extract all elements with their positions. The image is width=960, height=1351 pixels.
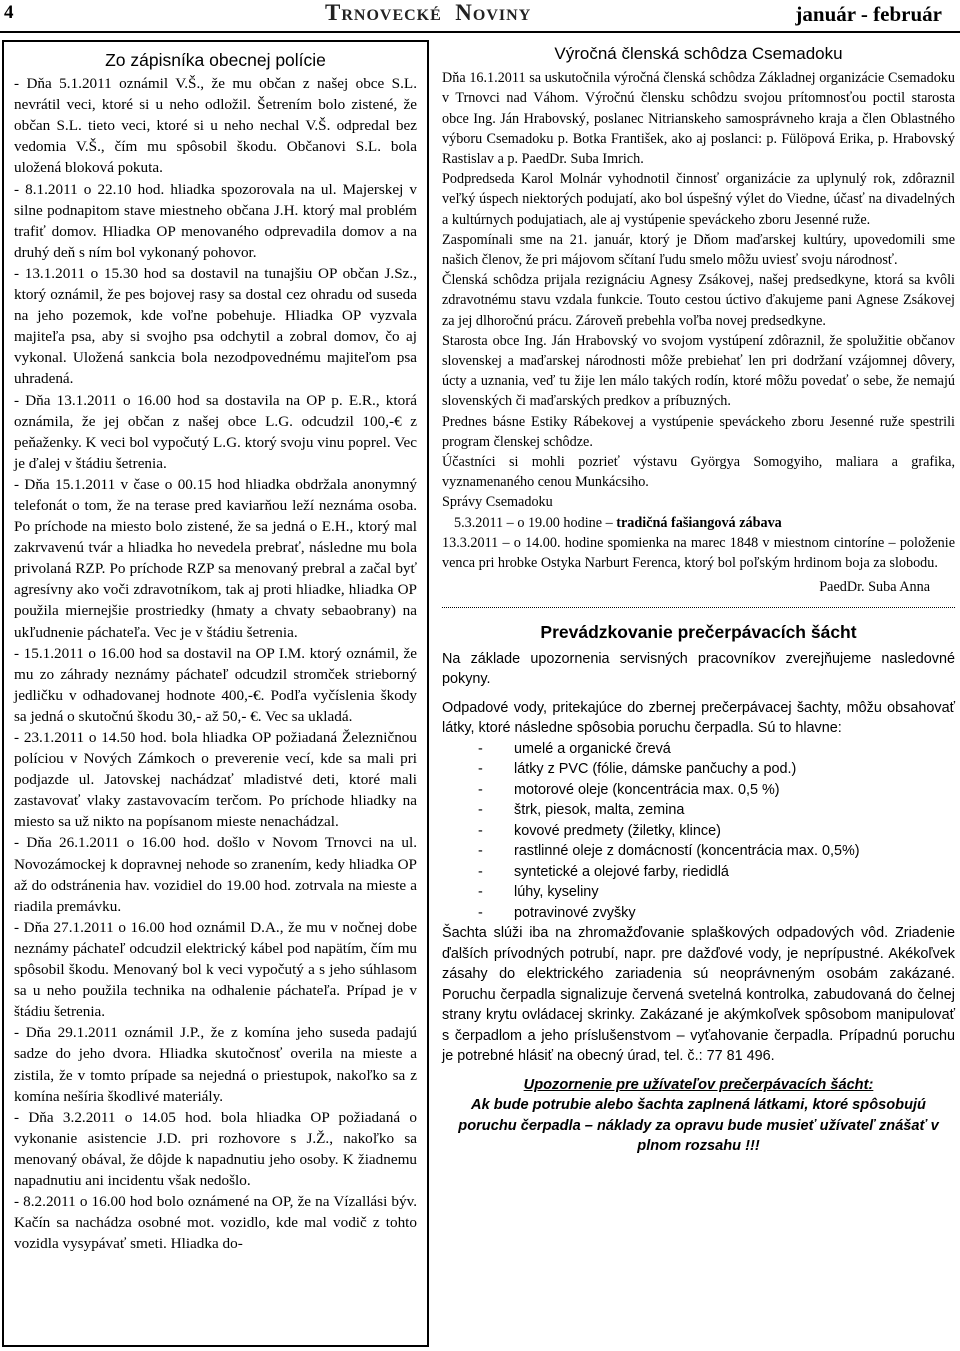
csemadok-paragraph: Prednes básne Estiky Rábekovej a vystúpenie speváckeho zboru Jesenné ruže spestrili program členskej schôdze. [442, 413, 955, 450]
pump-warning-text: Ak bude potrubie alebo šachta zaplnená látkami, ktoré spôsobujú poruchu čerpadla – náklady za opravu bude musieť užívateľ znášať v plnom rozsahu !!! [458, 1097, 939, 1155]
police-paragraph: - 8.2.2011 o 16.00 hod bolo oznámené na OP, že na Vízallási býv. Kačín sa nachádza osobné mot. vozidlo, kde mal vodič z tohto vozidla vysypávať smeti. Hliadka do- [14, 1193, 417, 1253]
pump-closing: Šachta slúži iba na zhromažďovanie splaškových odpadových vôd. Zriadenie ďalších prívodných potrubí, napr. pre dažďové vody, je neprípustné. Akékoľvek zásahy do elektrického zariadenia sú neoprávneným osobám zakázané. Poruchu čerpadla signalizuje červená svetelná kontrolka, zabudovaná do čelnej strany krytu ovládacej skrinky. Zakázané je akýmkoľvek spôsobom manipulovať s čerpadlom a jeho príslušenstvom – vyťahovanie čerpadla. Prípadnú poruchu je potrebné hlásiť na obecný úrad, tel. č.: 77 81 496. [442, 925, 955, 1065]
csemadok-event: 13.3.2011 – o 14.00. hodine spomienka na marec 1848 v miestnom cintoríne – položenie venca pri hrobke Ostyka Narburt Ferenca, ktorý bol poľským hrdinom boja za slobodu. [442, 534, 955, 572]
csemadok-news-heading: Správy Csemadoku [442, 494, 553, 511]
police-paragraph: - Dňa 5.1.2011 oznámil V.Š., že mu občan z našej obce S.L. nevrátil veci, ktoré si u neho odložil. Šetrením bolo zistené, že občan S.L. tieto veci, ktoré si u neho nechal V.Š. odpredal bez vedomia V.Š., čím mu spôsobil škodu. Občanovi S.L. bola uložená bloková pokuta. [14, 75, 417, 177]
pump-article [442, 622, 955, 1157]
list-item: - lúhy, kyseliny [478, 884, 599, 901]
list-item: - motorové oleje (koncentrácia max. 0,5 %) [478, 781, 780, 798]
list-item: - potravinové zvyšky [478, 904, 636, 921]
pump-warning-title: Upozornenie pre užívateľov prečerpávacích šácht: [523, 1076, 874, 1093]
police-paragraph: - Dňa 29.1.2011 oznámil J.P., že z komína jeho suseda padajú sadze do jeho dvora. Hliadka skutočnosť overila na mieste a zistila, že v tomto prípade sa nejedná o priestupok, nakoľko sa z komína nešíria škodlivé materiály. [14, 1024, 417, 1105]
police-paragraph: - Dňa 15.1.2011 v čase o 00.15 hod hliadka obdržala anonymný telefonát o tom, že na terase pred kaviarňou leží neznáma osoba. Po príchode na miesto bolo zistené, že sa jedná o E.H., ktorý mal zakrvavenú tvár a hliadka ho nevedela prebrať, následne mu bola privolaná RZP. Po príchode RZP sa menovaný prebral a začal byť agresívny ako voči zdravotníkom, tak aj proti hliadke, hliadka OP použila miernejšie prostriedky (hmaty a chvaty sebaobrany) na ukľudnenie páchateľa. Vec je v štádiu šetrenia. [14, 475, 417, 641]
csemadok-signature: PaedDr. Suba Anna [819, 579, 930, 596]
page-header [0, 0, 960, 34]
csemadok-article-title: Výročná členská schôdza Csemadoku [554, 44, 843, 63]
csemadok-paragraph: Zaspomínali sme na 21. január, ktorý je Dňom maďarskej kultúry, upovedomili sme našich členov, že pri májovom sčítaní ľudu smelo môžu uviesť svoju národnosť. [442, 231, 955, 269]
police-article-title: Zo zápisníka obecnej polície [105, 50, 326, 70]
police-paragraph: - Dňa 27.1.2011 o 16.00 hod oznámil D.A., že mu v nočnej dobe neznámy páchateľ odcudzil elektrický kábel pod napätím, čím mu spôsobil škodu. Menovaný bol k veci vypočutý a s jeho súhlasom sa u neho použila technika na odhalenie páchateľa. Prípad je v štádiu šetrenia. [14, 918, 417, 1021]
list-item: - látky z PVC (fólie, dámske pančuchy a pod.) [478, 761, 797, 778]
issue-label: január - február [795, 2, 942, 26]
csemadok-paragraph: Starosta obce Ing. Ján Hrabovský vo svojom vystúpení zdôraznil, že spolužitie občanov slovenskej a maďarskej národnosti môže prebiehať len pri dodržaní vzájomnej dôvery, úcty a uznania, veď tu žije len málo takých rodín, ktoré môžu povedať o sebe, že nemajú slovenských či maďarských predkov a príbuzných. [442, 332, 955, 410]
header-rule [0, 31, 960, 33]
dotted-separator [442, 607, 955, 608]
list-item: - rastlinné oleje z domácností (koncentrácia max. 0,5%) [478, 843, 860, 860]
list-item: - štrk, piesok, malta, zemina [478, 802, 685, 819]
list-item: - kovové predmety (žiletky, klince) [478, 822, 721, 839]
police-paragraph: - 23.1.2011 o 14.50 hod. bola hliadka OP požiadaná Železničnou políciou v Nových Zámkoch o preverenie vecí, kde sa mali pri podjazde ul. Jatovskej nachádzať mladistvé deti, ktoré mali zastavovať vlaky zastavovacím terčom. Po príchode hliadky na miesto sa už nikto na popísanom mieste nenachádzal. [14, 729, 417, 831]
police-paragraph: - Dňa 3.2.2011 o 14.05 hod. bola hliadka OP požiadaná o vykonanie asistencie J.D. pri rozhovore s J.Ž., nakoľko sa menovaný obával, že dôjde k napadnutiu jeho osoby. K žiadnemu napadnutiu ani incidentu však nedošlo. [14, 1108, 417, 1189]
police-paragraph: - Dňa 13.1.2011 o 16.00 hod sa dostavila na OP p. E.R., ktorá oznámila, že jej občan z našej obce L.G. odcudzil 100,-€ z peňaženky. K veci bol vypočutý L.G. ktorý svoju vinu poprel. Vec je ďalej v štádiu šetrenia. [14, 391, 417, 472]
pump-article-title: Prevádzkovanie prečerpávacích šácht [540, 622, 857, 643]
csemadok-event: 5.3.2011 – o 19.00 hodine – tradičná fašiangová zábava [454, 514, 782, 531]
list-item: - syntetické a olejové farby, riedidlá [478, 863, 729, 880]
pump-item-list [442, 739, 955, 924]
police-article-box [2, 40, 429, 1347]
pump-intro: Na základe upozornenia servisných pracovníkov zverejňujeme nasledovné pokyny. [442, 650, 955, 688]
pump-paragraph: Odpadové vody, pritekajúce do zbernej prečerpávacej šachty, môžu obsahovať látky, ktoré následne spôsobia poruchu čerpadla. Sú to hlavne: [442, 699, 955, 737]
police-paragraph: - 13.1.2011 o 15.30 hod sa dostavil na tunajšiu OP občan J.Sz., ktorý oznámil, že pes bojovej rasy sa dostal cez ohradu od suseda na jeho pozemok, kde voľne pobehuje. Hliadka OP vyzvala majiteľa psa, aby si svojho psa odchytil a zobral domov, čo aj vykonal. Uložená sankcia bola nezodpovednému majiteľom psa uhradená. [14, 264, 417, 388]
csemadok-paragraph: Členská schôdza prijala rezignáciu Agnesy Zsákovej, našej predsedkyne, ktorá sa kvôli zdravotnému stavu vzdala funkcie. Touto cestou úctivo ďakujeme pani Agnese Zsákovej za jej dlhoročnú prácu. Zároveň prebehla voľba novej predsedkyne. [442, 272, 955, 329]
police-paragraph: - 15.1.2011 o 16.00 hod sa dostavil na OP I.M. ktorý oznámil, že mu zo záhrady neznámy páchateľ odcudzil stromček strieborný jedličku v odhadovanej hodnote 400,-€. Podľa vyčíslenia škody sa jedná o skutočnú škodu 30,- až 50,- €. Vec sa ukladá. [14, 644, 417, 725]
csemadok-paragraph: Účastníci si mohli pozrieť výstavu Györgya Somogyiho, maliara a grafika, vyznamenaného cenou Munkácsiho. [442, 454, 955, 491]
list-item: - umelé a organické črevá [478, 740, 671, 757]
csemadok-article [442, 44, 955, 597]
police-paragraph: - Dňa 26.1.2011 o 16.00 hod. došlo v Novom Trnovci na ul. Novozámockej k dopravnej nehode so zranením, kedy hliadka OP až do odstránenia hav. vozidiel do 19.00 hod. zotrvala na mieste a riadila premávku. [14, 834, 417, 915]
newspaper-title: Trnovecké Noviny [325, 0, 532, 25]
police-paragraph: - 8.1.2011 o 22.10 hod. hliadka spozorovala na ul. Majerskej v silne podnapitom stave miestneho občana J.H. ktorý mal problém trafiť domov. Hliadka OP menovaného odprevadila domov a na druhý deň s ním bol vykonaný pohovor. [14, 180, 417, 261]
csemadok-paragraph: Podpredseda Karol Molnár vyhodnotil činnosť organizácie za uplynulý rok, zdôraznil veľký úspech niektorých podujatí, ako bol úspešný výlet do Viedne, účasť na divadelných a kultúrnych podujatiach, ale aj vystúpenie speváckeho zboru Jesenné ruže. [442, 171, 955, 228]
page-number: 4 [4, 2, 14, 23]
csemadok-paragraph: Dňa 16.1.2011 sa uskutočnila výročná členská schôdza Základnej organizácie Csemadoku v Trnovci nad Váhom. Výročnú člensku schôdzu svojou prítomnosťou poctil starosta obce Ing. Ján Hrabovský, poslanec Nitrianskeho samosprávneho kraja a člen Oblastného výboru Csemadoku p. Botka František, ako aj poslanci: p. Fülöpová Erika, p. Hrabovský Rastislav a p. PaedDr. Suba Imrich. [442, 70, 955, 168]
pump-warning [442, 1075, 955, 1157]
right-column [442, 44, 955, 1157]
